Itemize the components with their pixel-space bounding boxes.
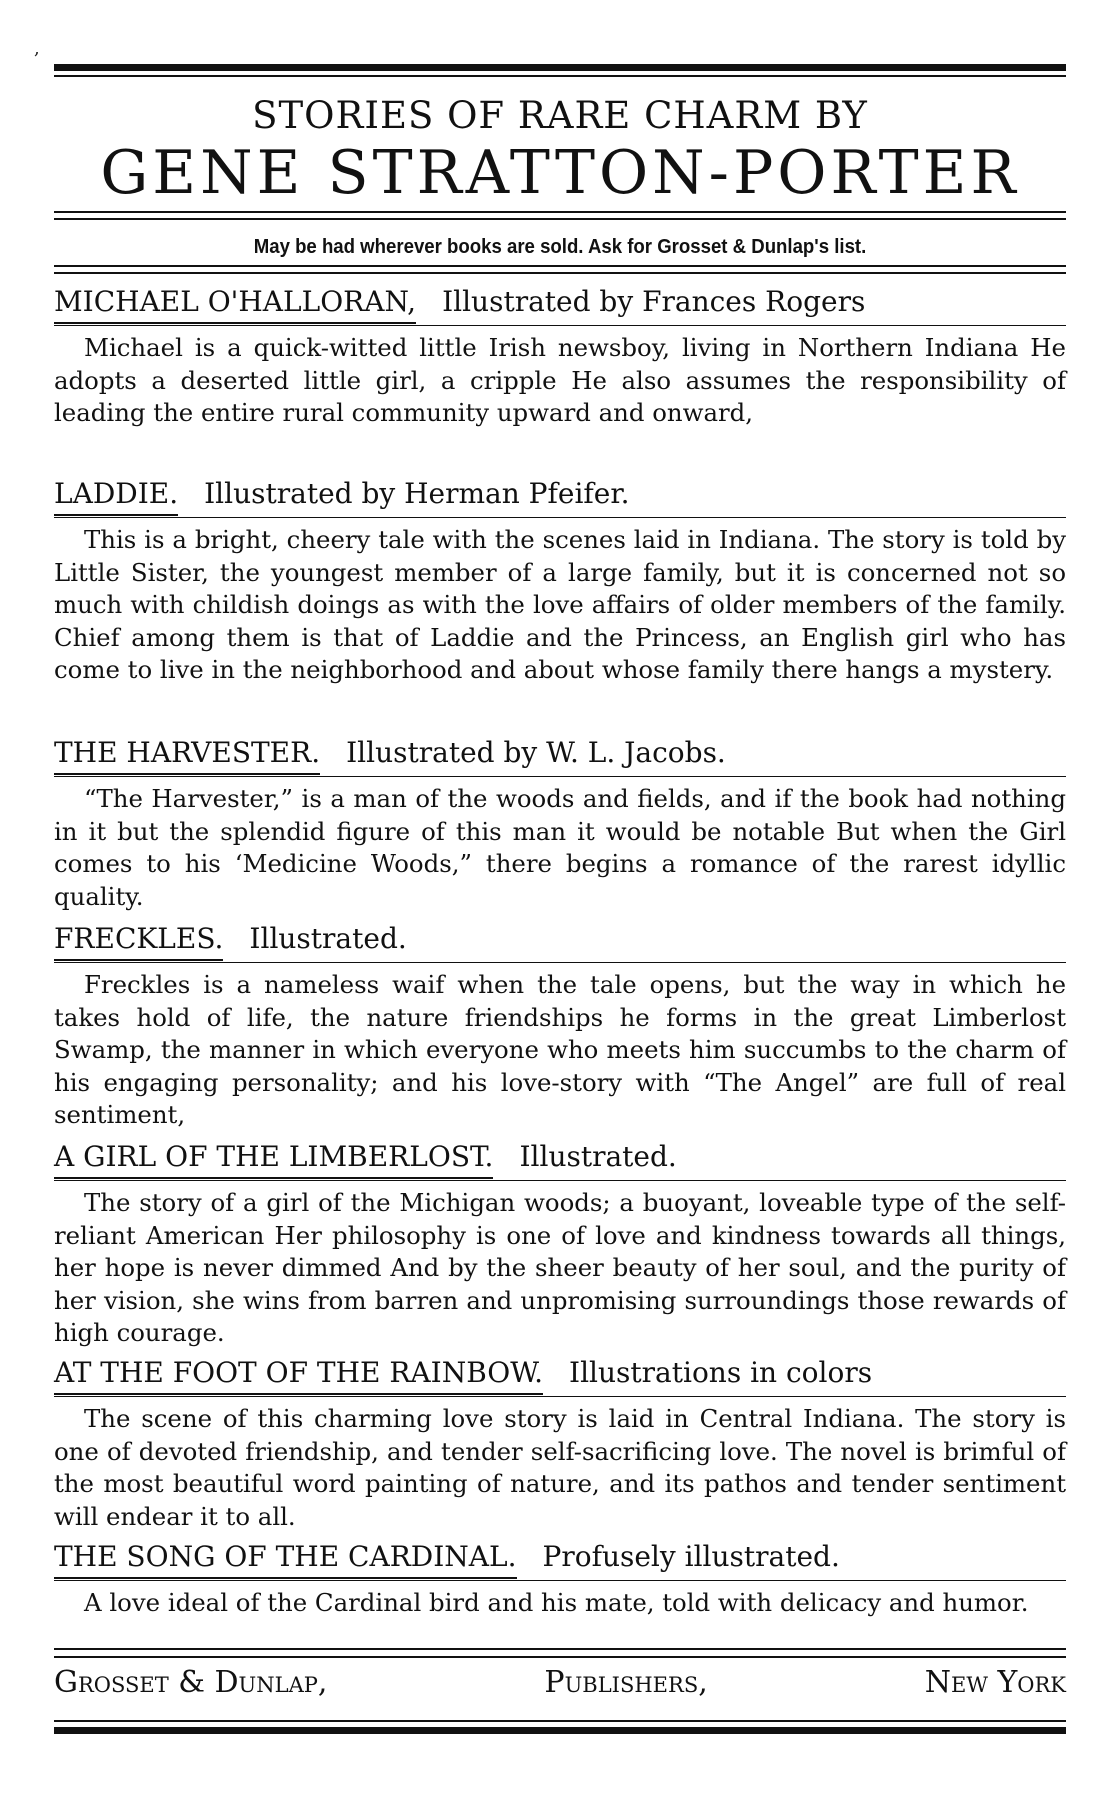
title-line-1: STORIES OF RARE CHARM BY <box>252 94 868 137</box>
print-speck: , <box>34 38 40 59</box>
book-illustration-credit: Illustrated. <box>249 922 407 955</box>
book-illustration-credit: Illustrated by W. L. Jacobs. <box>346 736 726 769</box>
book-heading <box>54 736 1066 775</box>
publisher-name: Grosset & Dunlap, <box>54 1665 328 1700</box>
author-name: GENE STRATTON-PORTER <box>100 138 1020 208</box>
top-thick-rule <box>54 64 1066 71</box>
top-thin-rule <box>54 75 1066 77</box>
footer-bottom-thick-rule <box>54 1727 1066 1734</box>
book-heading <box>54 922 1066 961</box>
note-rule-2 <box>54 272 1066 274</box>
book-description: A love ideal of the Cardinal bird and his mate, told with delicacy and humor. <box>54 1580 1066 1620</box>
book-description: The story of a girl of the Michigan woods; a buoyant, loveable type of the self-reliant American Her philosophy is one of love and kindness towards all things, her hope is never dimmed And by the sheer beauty of her soul, and the purity of her vision, she wins from barren and unpromising surroundings those rewards of high courage. <box>54 1180 1066 1350</box>
book-illustration-credit: Illustrated. <box>519 1140 677 1173</box>
book-title: THE HARVESTER. <box>54 736 320 775</box>
note-rule-1 <box>54 265 1066 267</box>
book-description: The scene of this charming love story is laid in Central Indiana. The story is one of devoted friendship, and tender self-sacrificing love. The novel is brimful of the most beautiful word painting of nature, and its pathos and tender sentiment will endear it to all. <box>54 1396 1066 1533</box>
book-description: Michael is a quick-witted little Irish newsboy, living in Northern Indiana He adopts a deserted little girl, a cripple He also assumes the responsibility of leading the entire rural community upward and onward, <box>54 325 1066 430</box>
publisher-role: Publishers, <box>544 1665 708 1700</box>
book-heading <box>54 477 1066 516</box>
publisher-city: New York <box>924 1665 1066 1700</box>
book-title: THE SONG OF THE CARDINAL. <box>54 1540 517 1579</box>
book-title: AT THE FOOT OF THE RAINBOW. <box>54 1356 543 1395</box>
book-heading <box>54 285 1066 324</box>
footer-bottom-thin-rule <box>54 1720 1066 1722</box>
book-illustration-credit: Profusely illustrated. <box>542 1540 840 1573</box>
title-rule-2 <box>54 218 1066 220</box>
publisher-imprint <box>54 1663 1066 1703</box>
footer-top-rule-1 <box>54 1648 1066 1650</box>
footer-top-rule-2 <box>54 1656 1066 1658</box>
book-description: This is a bright, cheery tale with the scenes laid in Indiana. The story is told by Little Sister, the youngest member of a large family, but it is concerned not so much with childish doings as with the love affairs of older members of the family. Chief among them is that of Laddie and the Princess, an English girl who has come to live in the neighborhood and about whose family there hangs a mystery. <box>54 517 1066 687</box>
book-heading <box>54 1356 1066 1395</box>
book-illustration-credit: Illustrations in colors <box>569 1356 873 1389</box>
book-description: Freckles is a nameless waif when the tale opens, but the way in which he takes hold of life, the nature friendships he forms in the great Limberlost Swamp, the manner in which everyone who meets him succumbs to the charm of his engaging personality; and his love-story with “The Angel” are full of real sentiment, <box>54 962 1066 1132</box>
book-illustration-credit: Illustrated by Herman Pfeifer. <box>204 477 630 510</box>
book-heading <box>54 1540 1066 1579</box>
title-rule-1 <box>54 211 1066 213</box>
book-title: FRECKLES. <box>54 922 223 961</box>
book-illustration-credit: Illustrated by Frances Rogers <box>442 285 866 318</box>
book-title: LADDIE. <box>54 477 178 516</box>
book-title: A GIRL OF THE LIMBERLOST. <box>54 1140 493 1179</box>
book-title: MICHAEL O'HALLORAN, <box>54 285 416 324</box>
book-description: “The Harvester,” is a man of the woods and fields, and if the book had nothing in it but the splendid figure of this man it would be notable But when the Girl comes to his ‘Medicine Woods,” there begins a romance of the rarest idyllic quality. <box>54 776 1066 913</box>
availability-note: May be had wherever books are sold. Ask for Grosset & Dunlap's list. <box>253 236 867 258</box>
book-heading <box>54 1140 1066 1179</box>
